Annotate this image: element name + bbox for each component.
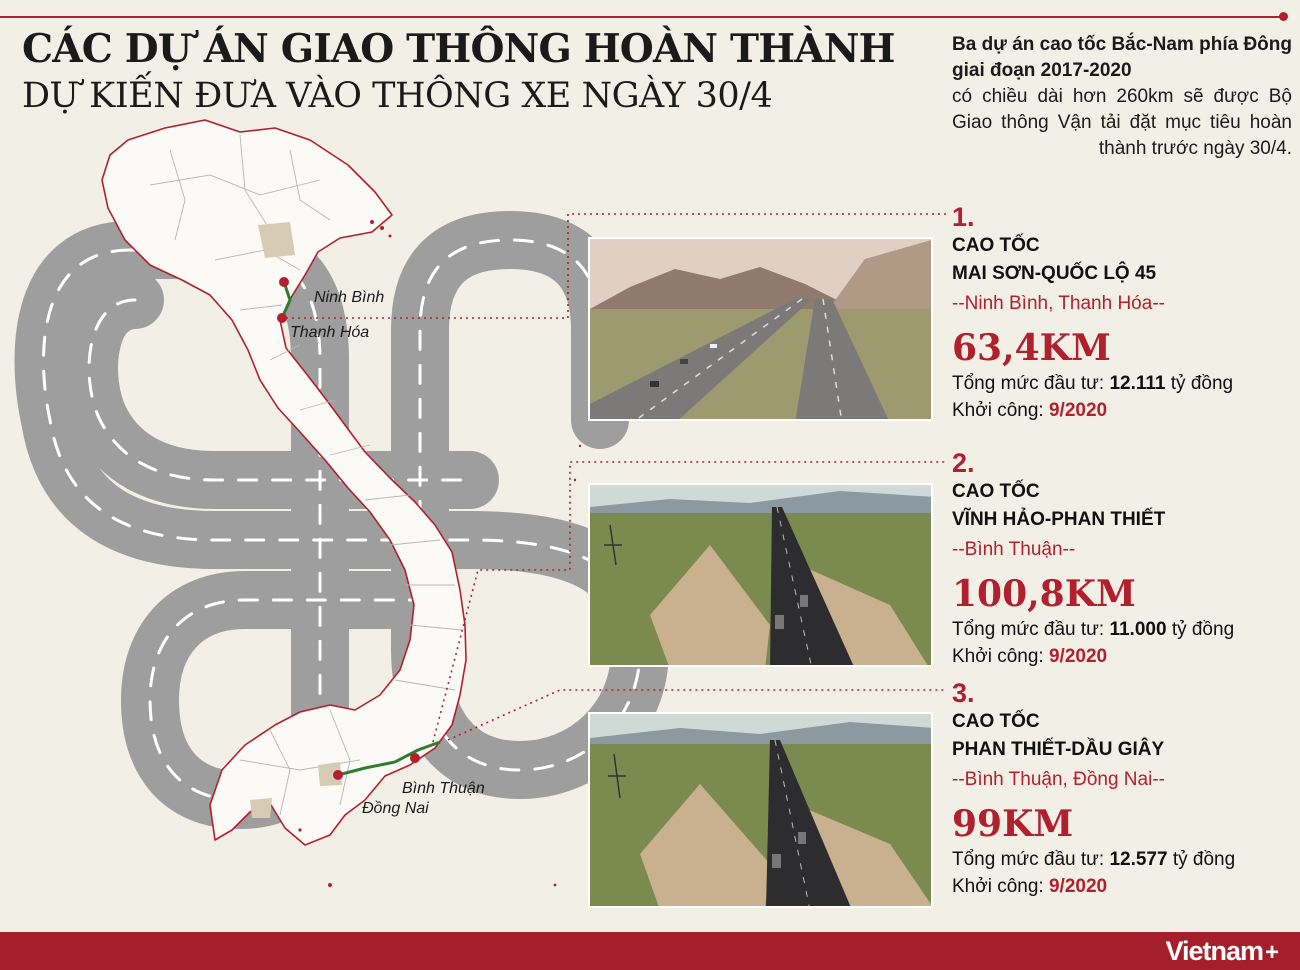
investment-label: Tổng mức đầu tư:: [952, 373, 1105, 394]
label-thanh-hoa: Thanh Hóa: [290, 324, 370, 341]
logo-text: Vietnam: [1165, 936, 1263, 966]
investment-value: 12.111: [1109, 373, 1166, 394]
investment-label: Tổng mức đầu tư:: [952, 619, 1105, 640]
intro-bold: Ba dự án cao tốc Bắc-Nam phía Đông giai đoạn 2017-2020: [952, 34, 1292, 81]
photo-project-3: [588, 712, 933, 908]
project-name: MAI SƠN-QUỐC LỘ 45: [952, 263, 1157, 284]
project-investment: [952, 616, 1297, 643]
start-value: 9/2020: [1048, 876, 1108, 897]
start-label: Khởi công:: [952, 646, 1044, 667]
page-title: CÁC DỰ ÁN GIAO THÔNG HOÀN THÀNH: [22, 26, 895, 72]
project-place: --Bình Thuận--: [952, 539, 1076, 560]
top-rule-dot: [1279, 12, 1288, 21]
project-1: [952, 202, 1297, 424]
label-dong-nai: Đồng Nai: [362, 800, 429, 817]
photo-project-1: [588, 237, 933, 421]
investment-value: 11.000: [1109, 619, 1167, 640]
plus-icon: +: [1264, 939, 1278, 966]
project-number: 1.: [952, 202, 975, 232]
investment-label: Tổng mức đầu tư:: [952, 849, 1105, 870]
start-label: Khởi công:: [952, 400, 1044, 421]
intro-body: có chiều dài hơn 260km sẽ được Bộ Giao thông Vận tải đặt mục tiêu hoàn thành trước ngày 30/4.: [952, 86, 1292, 159]
project-type: CAO TỐC: [952, 235, 1040, 256]
label-ninh-binh: Ninh Bình: [314, 289, 385, 306]
top-rule: [0, 16, 1282, 18]
photo-project-2: [588, 483, 933, 667]
project-length: 100,8KM: [952, 573, 1136, 615]
investment-unit: tỷ đồng: [1172, 849, 1236, 870]
start-value: 9/2020: [1048, 400, 1108, 421]
vietnamplus-logo[interactable]: [1165, 936, 1278, 967]
project-2: [952, 448, 1297, 670]
project-start: [952, 643, 1297, 670]
start-label: Khởi công:: [952, 876, 1044, 897]
investment-unit: tỷ đồng: [1171, 619, 1235, 640]
project-investment: [952, 370, 1297, 397]
project-type: CAO TỐC: [952, 711, 1040, 732]
investment-value: 12.577: [1109, 849, 1168, 870]
investment-unit: tỷ đồng: [1170, 373, 1234, 394]
project-number: 3.: [952, 678, 975, 708]
project-start: [952, 397, 1297, 424]
project-type: CAO TỐC: [952, 481, 1040, 502]
project-place: --Ninh Bình, Thanh Hóa--: [952, 293, 1165, 314]
project-number: 2.: [952, 448, 975, 478]
intro-text: [952, 32, 1292, 162]
project-investment: [952, 846, 1297, 873]
footer-bar: [0, 932, 1300, 970]
project-place: --Bình Thuận, Đồng Nai--: [952, 769, 1165, 790]
project-name: PHAN THIẾT-DẦU GIÂY: [952, 739, 1165, 760]
project-name: VĨNH HẢO-PHAN THIẾT: [952, 509, 1166, 530]
project-length: 63,4KM: [952, 327, 1111, 369]
start-value: 9/2020: [1048, 646, 1108, 667]
project-length: 99KM: [952, 803, 1074, 845]
page-subtitle: DỰ KIẾN ĐƯA VÀO THÔNG XE NGÀY 30/4: [22, 76, 773, 116]
label-binh-thuan: Bình Thuận: [402, 780, 485, 797]
project-start: [952, 873, 1297, 900]
project-3: [952, 678, 1297, 900]
